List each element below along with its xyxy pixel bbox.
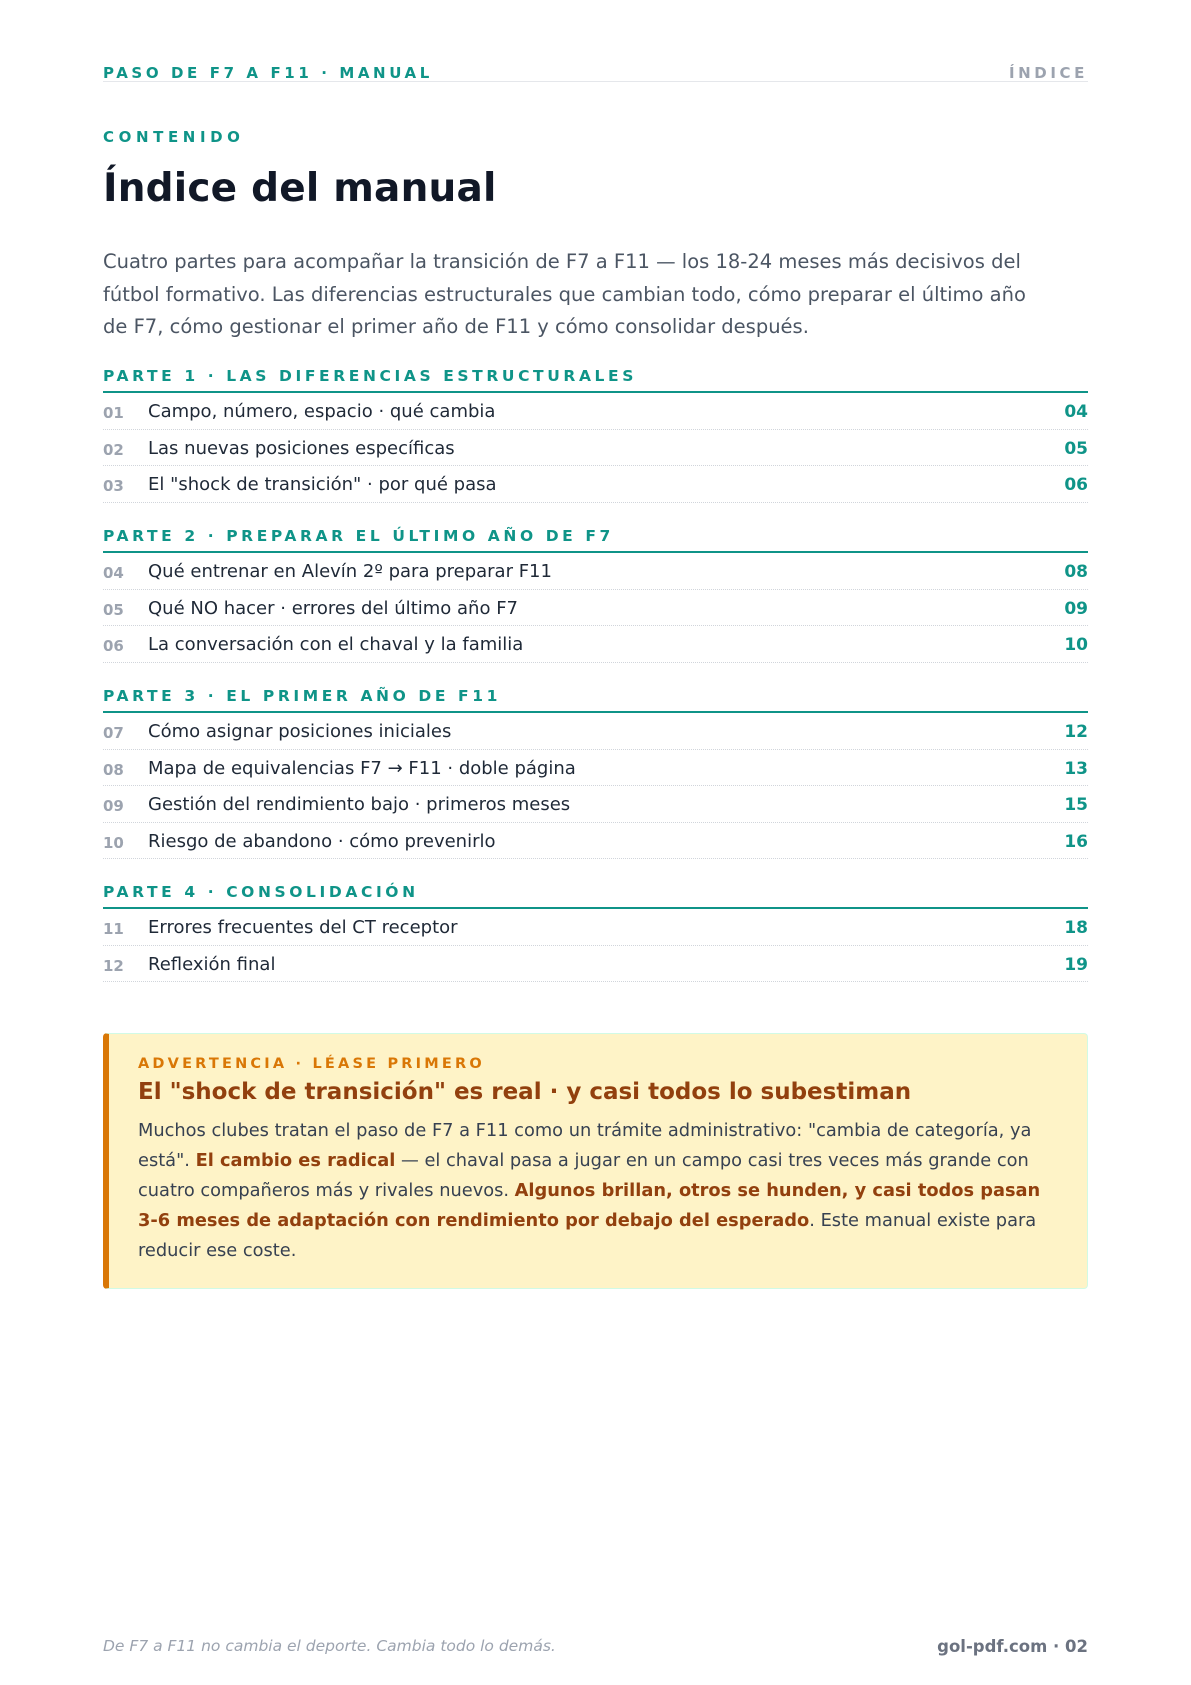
chapter-page: 06 bbox=[1064, 475, 1088, 495]
toc-row[interactable] bbox=[103, 553, 1088, 590]
toc-row[interactable] bbox=[103, 823, 1088, 860]
chapter-title: Errores frecuentes del CT receptor bbox=[148, 917, 458, 938]
toc-row[interactable] bbox=[103, 946, 1088, 983]
part-heading: PARTE 2 · PREPARAR EL ÚLTIMO AÑO DE F7 bbox=[103, 526, 1088, 553]
chapter-title: Qué entrenar en Alevín 2º para preparar F11 bbox=[148, 561, 552, 582]
chapter-page: 18 bbox=[1064, 918, 1088, 938]
chapter-page: 05 bbox=[1064, 438, 1088, 459]
part-heading: PARTE 1 · LAS DIFERENCIAS ESTRUCTURALES bbox=[103, 366, 1088, 393]
intro-paragraph: Cuatro partes para acompañar la transición de F7 a F11 — los 18-24 meses más decisivos del fútbol formativo. Las diferencias estructurales que cambian todo, cómo preparar el último año de F7, cómo gestionar el primer año de F11 y cómo consolidar después. bbox=[103, 250, 1026, 338]
toc-row[interactable] bbox=[103, 713, 1088, 750]
toc-part-3 bbox=[103, 686, 1088, 859]
toc-row[interactable] bbox=[103, 750, 1088, 787]
chapter-number: 05 bbox=[103, 600, 124, 619]
chapter-page: 04 bbox=[1064, 402, 1088, 422]
chapter-page: 13 bbox=[1064, 758, 1088, 779]
chapter-title: Gestión del rendimiento bajo · primeros meses bbox=[148, 794, 571, 815]
chapter-title: Las nuevas posiciones específicas bbox=[148, 437, 455, 459]
chapter-title: Campo, número, espacio · qué cambia bbox=[148, 401, 496, 422]
footer-quote: De F7 a F11 no cambia el deporte. Cambia todo lo demás. bbox=[103, 1637, 556, 1655]
page-title: Índice del manual bbox=[103, 166, 497, 211]
chapter-title: Riesgo de abandono · cómo prevenirlo bbox=[148, 830, 496, 852]
toc-row[interactable] bbox=[103, 430, 1088, 467]
toc-row[interactable] bbox=[103, 466, 1088, 503]
chapter-page: 19 bbox=[1064, 954, 1088, 975]
page bbox=[103, 0, 1088, 1685]
chapter-number: 07 bbox=[103, 724, 124, 742]
footer-site-page: gol-pdf.com · 02 bbox=[937, 1637, 1088, 1656]
callout-text: — el chaval pasa a jugar en un campo casi tres veces más grande con cuatro compañeros más y rivales nuevos. bbox=[138, 1150, 1029, 1201]
chapter-number: 04 bbox=[103, 564, 124, 582]
chapter-title: Qué NO hacer · errores del último año F7 bbox=[148, 597, 518, 619]
chapter-page: 12 bbox=[1064, 722, 1088, 742]
chapter-title: El "shock de transición" · por qué pasa bbox=[148, 474, 497, 495]
toc-part-1 bbox=[103, 366, 1088, 503]
chapter-number: 01 bbox=[103, 404, 124, 422]
toc-part-4 bbox=[103, 882, 1088, 982]
callout-emphasis: El cambio es radical bbox=[195, 1150, 396, 1171]
chapter-number: 02 bbox=[103, 440, 124, 459]
toc-row[interactable] bbox=[103, 786, 1088, 823]
chapter-page: 10 bbox=[1064, 635, 1088, 655]
part-heading: PARTE 4 · CONSOLIDACIÓN bbox=[103, 882, 1088, 909]
running-header bbox=[103, 64, 1088, 82]
section-kicker: CONTENIDO bbox=[103, 128, 245, 146]
callout-text: . Este manual existe para reducir ese coste. bbox=[138, 1210, 1037, 1261]
header-manual-title: PASO DE F7 A F11 · MANUAL bbox=[103, 64, 433, 82]
chapter-number: 11 bbox=[103, 920, 124, 938]
chapter-number: 10 bbox=[103, 833, 124, 852]
callout-kicker: ADVERTENCIA · LÉASE PRIMERO bbox=[138, 1056, 485, 1072]
callout-emphasis: Algunos brillan, otros se hunden, y casi todos pasan 3-6 meses de adaptación con rendimiento por debajo del esperado bbox=[138, 1180, 1041, 1231]
chapter-title: Reflexión final bbox=[148, 953, 276, 975]
header-section-label: ÍNDICE bbox=[1008, 64, 1088, 82]
part-heading: PARTE 3 · EL PRIMER AÑO DE F11 bbox=[103, 686, 1088, 713]
chapter-number: 12 bbox=[103, 956, 124, 975]
chapter-title: La conversación con el chaval y la familia bbox=[148, 634, 524, 655]
chapter-number: 09 bbox=[103, 797, 124, 815]
toc-part-2 bbox=[103, 526, 1088, 663]
callout-title: El "shock de transición" es real · y casi todos lo subestiman bbox=[138, 1079, 912, 1105]
chapter-page: 08 bbox=[1064, 562, 1088, 582]
toc-row[interactable] bbox=[103, 393, 1088, 430]
callout-body bbox=[138, 1116, 1059, 1266]
warning-callout bbox=[103, 1033, 1088, 1289]
toc-row[interactable] bbox=[103, 909, 1088, 946]
chapter-page: 09 bbox=[1064, 598, 1088, 619]
callout-text: Muchos clubes tratan el paso de F7 a F11 como un trámite administrativo: "cambia de categoría, ya está". bbox=[138, 1120, 1032, 1171]
chapter-number: 08 bbox=[103, 760, 124, 779]
toc-row[interactable] bbox=[103, 626, 1088, 663]
chapter-number: 06 bbox=[103, 637, 124, 655]
toc-row[interactable] bbox=[103, 590, 1088, 627]
chapter-number: 03 bbox=[103, 477, 124, 495]
chapter-title: Mapa de equivalencias F7 → F11 · doble página bbox=[148, 757, 576, 779]
chapter-page: 16 bbox=[1064, 831, 1088, 852]
chapter-title: Cómo asignar posiciones iniciales bbox=[148, 721, 452, 742]
chapter-page: 15 bbox=[1064, 795, 1088, 815]
